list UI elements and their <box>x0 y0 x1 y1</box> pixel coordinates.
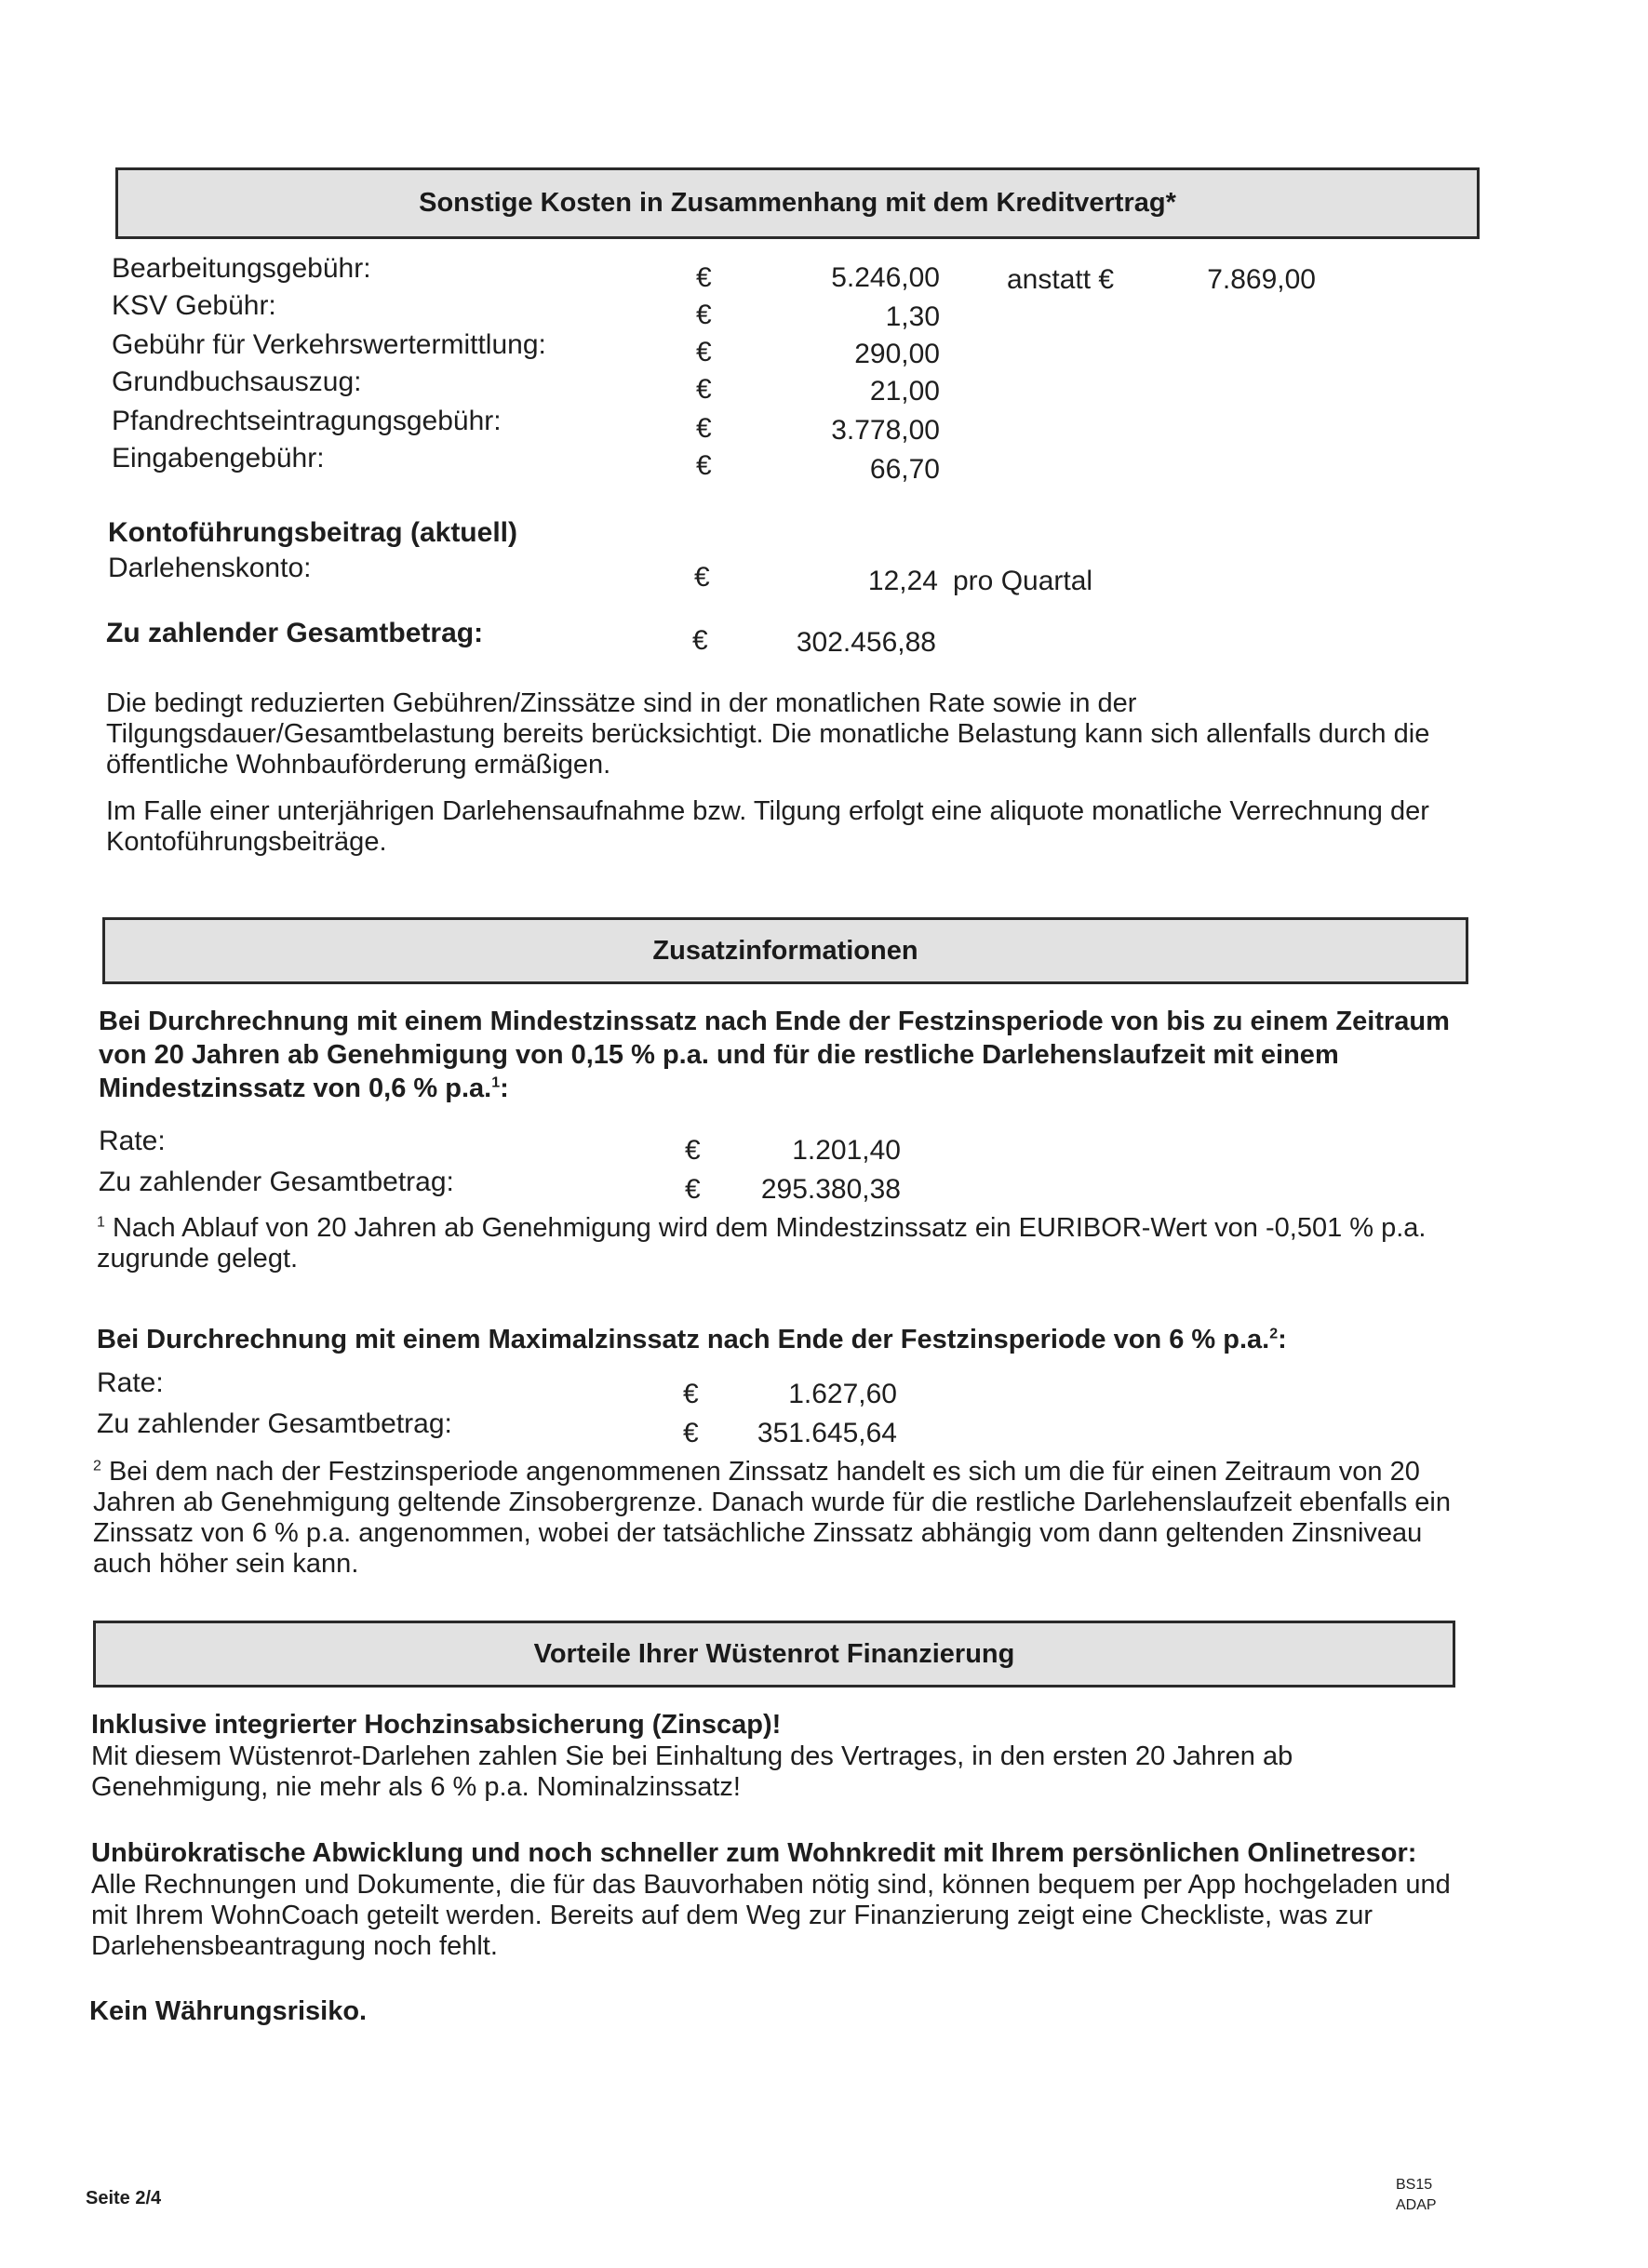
footnote-ref-2: 2 <box>1269 1326 1279 1342</box>
currency-symbol: € <box>696 374 712 405</box>
account-suffix: pro Quartal <box>953 566 1093 596</box>
section-header-zusatzinformationen <box>102 917 1468 984</box>
cost-extra-value: 7.869,00 <box>1207 264 1316 295</box>
cost-value: 1,30 <box>885 301 940 332</box>
footnote-mark: 1 <box>97 1214 105 1231</box>
cost-extra-label: anstatt € <box>1007 264 1115 295</box>
cost-value: 3.778,00 <box>831 415 940 446</box>
cost-label: Pfandrechtseintragungsgebühr: <box>112 406 502 436</box>
heading-colon: : <box>1278 1325 1287 1354</box>
rate-label: Rate: <box>99 1126 166 1156</box>
rate-label: Rate: <box>97 1367 164 1398</box>
cost-label: Bearbeitungsgebühr: <box>112 253 371 284</box>
section-title: Vorteile Ihrer Wüstenrot Finanzierung <box>533 1638 1015 1669</box>
min-rate-heading <box>99 1005 1476 1105</box>
total-label: Zu zahlender Gesamtbetrag: <box>106 618 484 648</box>
footnote-2 <box>93 1457 1480 1580</box>
total-value: 295.380,38 <box>760 1174 901 1205</box>
footnote-1 <box>97 1213 1474 1274</box>
form-code-sub: ADAP <box>1396 2197 1437 2213</box>
footnote-text: Nach Ablauf von 20 Jahren ab Genehmigung wird dem Mindestzinssatz ein EURIBOR-Wert von -0,501 % p.a. zugrunde gelegt. <box>97 1213 1427 1274</box>
footnote-mark: 2 <box>93 1458 101 1474</box>
section-header-vorteile <box>93 1621 1455 1688</box>
cost-value: 66,70 <box>869 454 940 485</box>
page-number: Seite 2/4 <box>86 2188 162 2208</box>
cost-value: 21,00 <box>869 376 940 407</box>
cost-label: Gebühr für Verkehrswertermittlung: <box>112 329 546 360</box>
heading-colon: : <box>500 1074 509 1103</box>
note-pro-rata: Im Falle einer unterjährigen Darlehensaufnahme bzw. Tilgung erfolgt eine aliquote monatliche Verrechnung der Kontoführungsbeiträge. <box>106 796 1429 857</box>
currency-symbol: € <box>696 450 712 481</box>
benefit-zinscap-heading: Inklusive integrierter Hochzinsabsicherung (Zinscap)! <box>91 1710 782 1740</box>
currency-symbol: € <box>696 337 712 367</box>
currency-symbol: € <box>696 300 712 330</box>
total-value: 302.456,88 <box>796 627 936 658</box>
rate-value: 1.201,40 <box>792 1135 901 1166</box>
section-title: Zusatzinformationen <box>652 935 918 966</box>
min-rate-heading-text: Bei Durchrechnung mit einem Mindestzinssatz nach Ende der Festzinsperiode von bis zu einem Zeitraum von 20 Jahren ab Genehmigung von 0,15 % p.a. und für die restliche Darlehenslaufzeit mit einem Mindestzinssatz von 0,6 % p.a. <box>99 1007 1450 1103</box>
benefit-onlinetresor-text: Alle Rechnungen und Dokumente, die für das Bauvorhaben nötig sind, können bequem per App hochgeladen und mit Ihrem WohnCoach geteilt werden. Bereits auf dem Weg zur Finanzierung zeigt eine Checkliste, was zur Darlehensbeantragung noch fehlt. <box>91 1870 1451 1961</box>
account-fee-heading: Kontoführungsbeitrag (aktuell) <box>108 517 517 548</box>
cost-value: 5.246,00 <box>831 262 940 293</box>
benefit-zinscap-text: Mit diesem Wüstenrot-Darlehen zahlen Sie bei Einhaltung des Vertrages, in den ersten 20 Jahren ab Genehmigung, nie mehr als 6 % p.a. Nominalzinssatz! <box>91 1741 1293 1802</box>
section-title: Sonstige Kosten in Zusammenhang mit dem Kreditvertrag* <box>419 188 1176 218</box>
currency-symbol: € <box>685 1174 701 1205</box>
currency-symbol: € <box>683 1379 699 1409</box>
total-value: 351.645,64 <box>757 1418 897 1448</box>
currency-symbol: € <box>696 262 712 293</box>
form-code: BS15 <box>1396 2177 1433 2193</box>
cost-label: KSV Gebühr: <box>112 290 276 321</box>
currency-symbol: € <box>683 1418 699 1448</box>
currency-symbol: € <box>692 625 708 656</box>
section-header-sonstige-kosten <box>115 167 1480 239</box>
account-label: Darlehenskonto: <box>108 553 312 583</box>
cost-label: Grundbuchsauszug: <box>112 367 362 397</box>
account-value: 12,24 <box>867 566 938 596</box>
note-reduced-fees: Die bedingt reduzierten Gebühren/Zinssätze sind in der monatlichen Rate sowie in der Tilgungsdauer/Gesamtbelastung bereits berücksichtigt. Die monatliche Belastung kann sich allenfalls durch die öffentliche Wohnbauförderung ermäßigen. <box>106 688 1430 780</box>
footnote-text: Bei dem nach der Festzinsperiode angenommenen Zinssatz handelt es sich um die für einen Zeitraum von 20 Jahren ab Genehmigung geltende Zinsobergrenze. Danach wurde für die restliche Darlehenslaufzeit ebenfalls ein Zinssatz von 6 % p.a. angenommen, wobei der tatsächliche Zinssatz abhängig vom dann geltenden Zinsniveau auch höher sein kann. <box>93 1457 1451 1579</box>
cost-value: 290,00 <box>854 339 940 369</box>
benefit-onlinetresor-heading: Unbürokratische Abwicklung und noch schneller zum Wohnkredit mit Ihrem persönlichen Onlinetresor: <box>91 1838 1417 1868</box>
cost-label: Eingabengebühr: <box>112 443 325 474</box>
currency-symbol: € <box>694 562 710 593</box>
max-rate-heading-text: Bei Durchrechnung mit einem Maximalzinssatz nach Ende der Festzinsperiode von 6 % p.a. <box>97 1325 1270 1354</box>
total-label: Zu zahlender Gesamtbetrag: <box>97 1408 452 1439</box>
footnote-ref-1: 1 <box>491 1074 501 1091</box>
currency-symbol: € <box>696 413 712 444</box>
benefit-currency-risk: Kein Währungsrisiko. <box>89 1996 368 2026</box>
max-rate-heading <box>97 1325 1474 1355</box>
currency-symbol: € <box>685 1135 701 1166</box>
total-label: Zu zahlender Gesamtbetrag: <box>99 1167 454 1197</box>
rate-value: 1.627,60 <box>788 1379 897 1409</box>
